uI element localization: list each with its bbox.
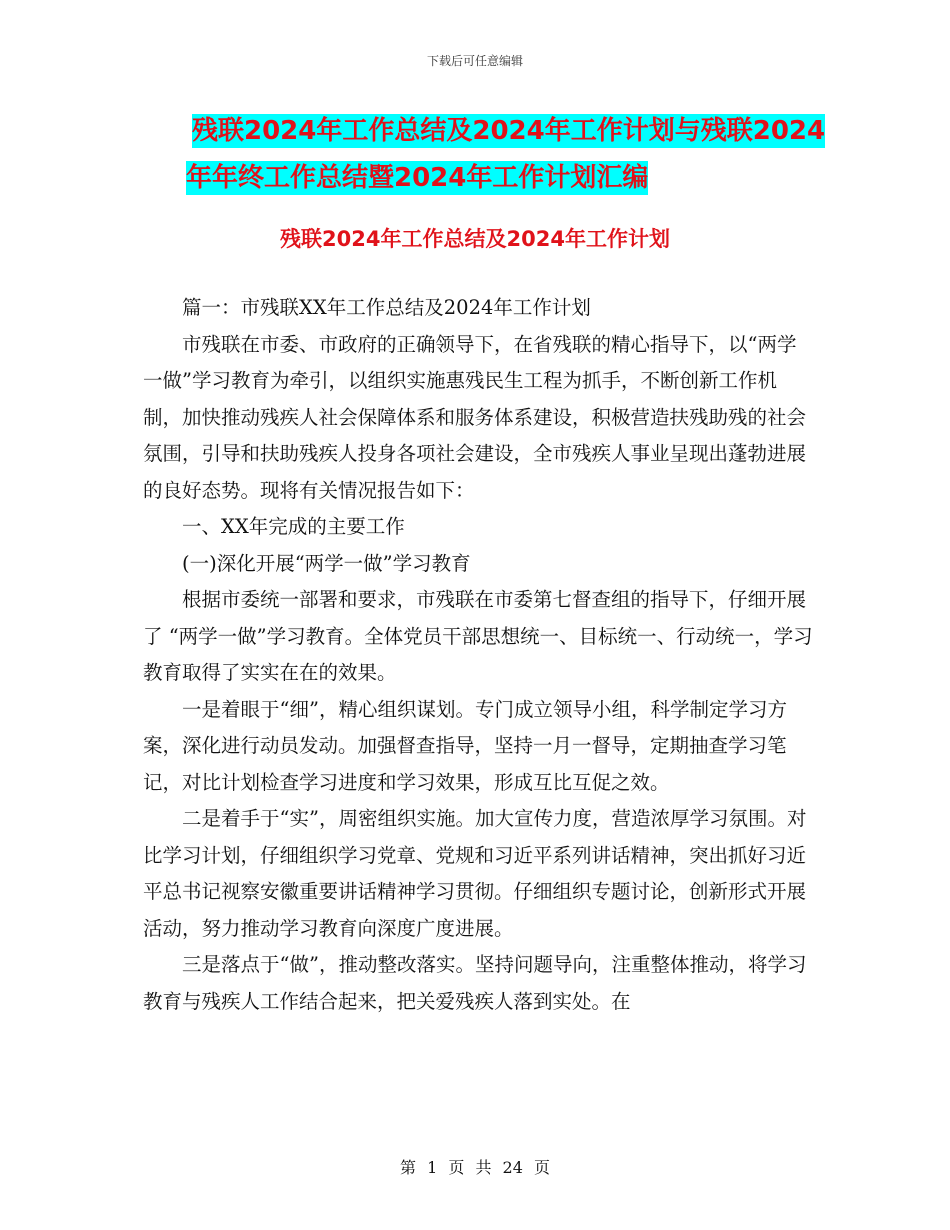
paragraph: 一是着眼于“细”，精心组织谋划。专门成立领导小组，科学制定学习方案，深化进行动员发动。加强督查指导，坚持一月一督导，定期抽查学习笔记，对比计划检查学习进度和学习效果，形成互比互促之效。 — [143, 697, 787, 794]
paragraph: (一)深化开展“两学一做”学习教育 — [182, 551, 471, 575]
main-title-line-1-text: 残联2024年工作总结及2024年工作计划与残联2024 — [192, 116, 826, 146]
page-number-footer: 第 1 页 共 24 页 — [400, 1158, 550, 1177]
header-note: 下载后可任意编辑 — [426, 54, 523, 68]
paragraph: 一、XX年完成的主要工作 — [182, 515, 405, 538]
main-title-line-2-text: 年年终工作总结暨2024年工作计划汇编 — [186, 163, 649, 193]
document-body — [143, 290, 815, 1020]
paragraph: 篇一：市残联XX年工作总结及2024年工作计划 — [182, 296, 591, 319]
paragraph: 根据市委统一部署和要求，市残联在市委第七督查组的指导下，仔细开展了 “两学一做”学习教育。全体党员干部思想统一、目标统一、行动统一，学习教育取得了实实在在的效果。 — [143, 588, 813, 684]
paragraph: 市残联在市委、市政府的正确领导下，在省残联的精心指导下，以“两学一做”学习教育为牵引，以组织实施惠残民生工程为抓手，不断创新工作机制，加快推动残疾人社会保障体系和服务体系建设，积极营造扶残助残的社会氛围，引导和扶助残疾人投身各项社会建设，全市残疾人事业呈现出蓬勃进展的良好态势。现将有关情况报告如下： — [143, 332, 807, 502]
main-title — [150, 108, 830, 202]
paragraph: 二是着手于“实”，周密组织实施。加大宣传力度，营造浓厚学习氛围。对比学习计划，仔细组织学习党章、党规和习近平系列讲话精神，突出抓好习近平总书记视察安徽重要讲话精神学习贯彻。仔细组织专题讨论，创新形式开展活动，努力推动学习教育向深度广度进展。 — [143, 807, 807, 940]
main-title-line-2 — [186, 155, 830, 202]
section-title: 残联2024年工作总结及2024年工作计划 — [280, 227, 670, 251]
main-title-line-1 — [192, 108, 830, 155]
paragraph: 三是落点于“做”，推动整改落实。坚持问题导向，注重整体推动，将学习教育与残疾人工作结合起来，把关爱残疾人落到实处。在 — [143, 953, 807, 1013]
